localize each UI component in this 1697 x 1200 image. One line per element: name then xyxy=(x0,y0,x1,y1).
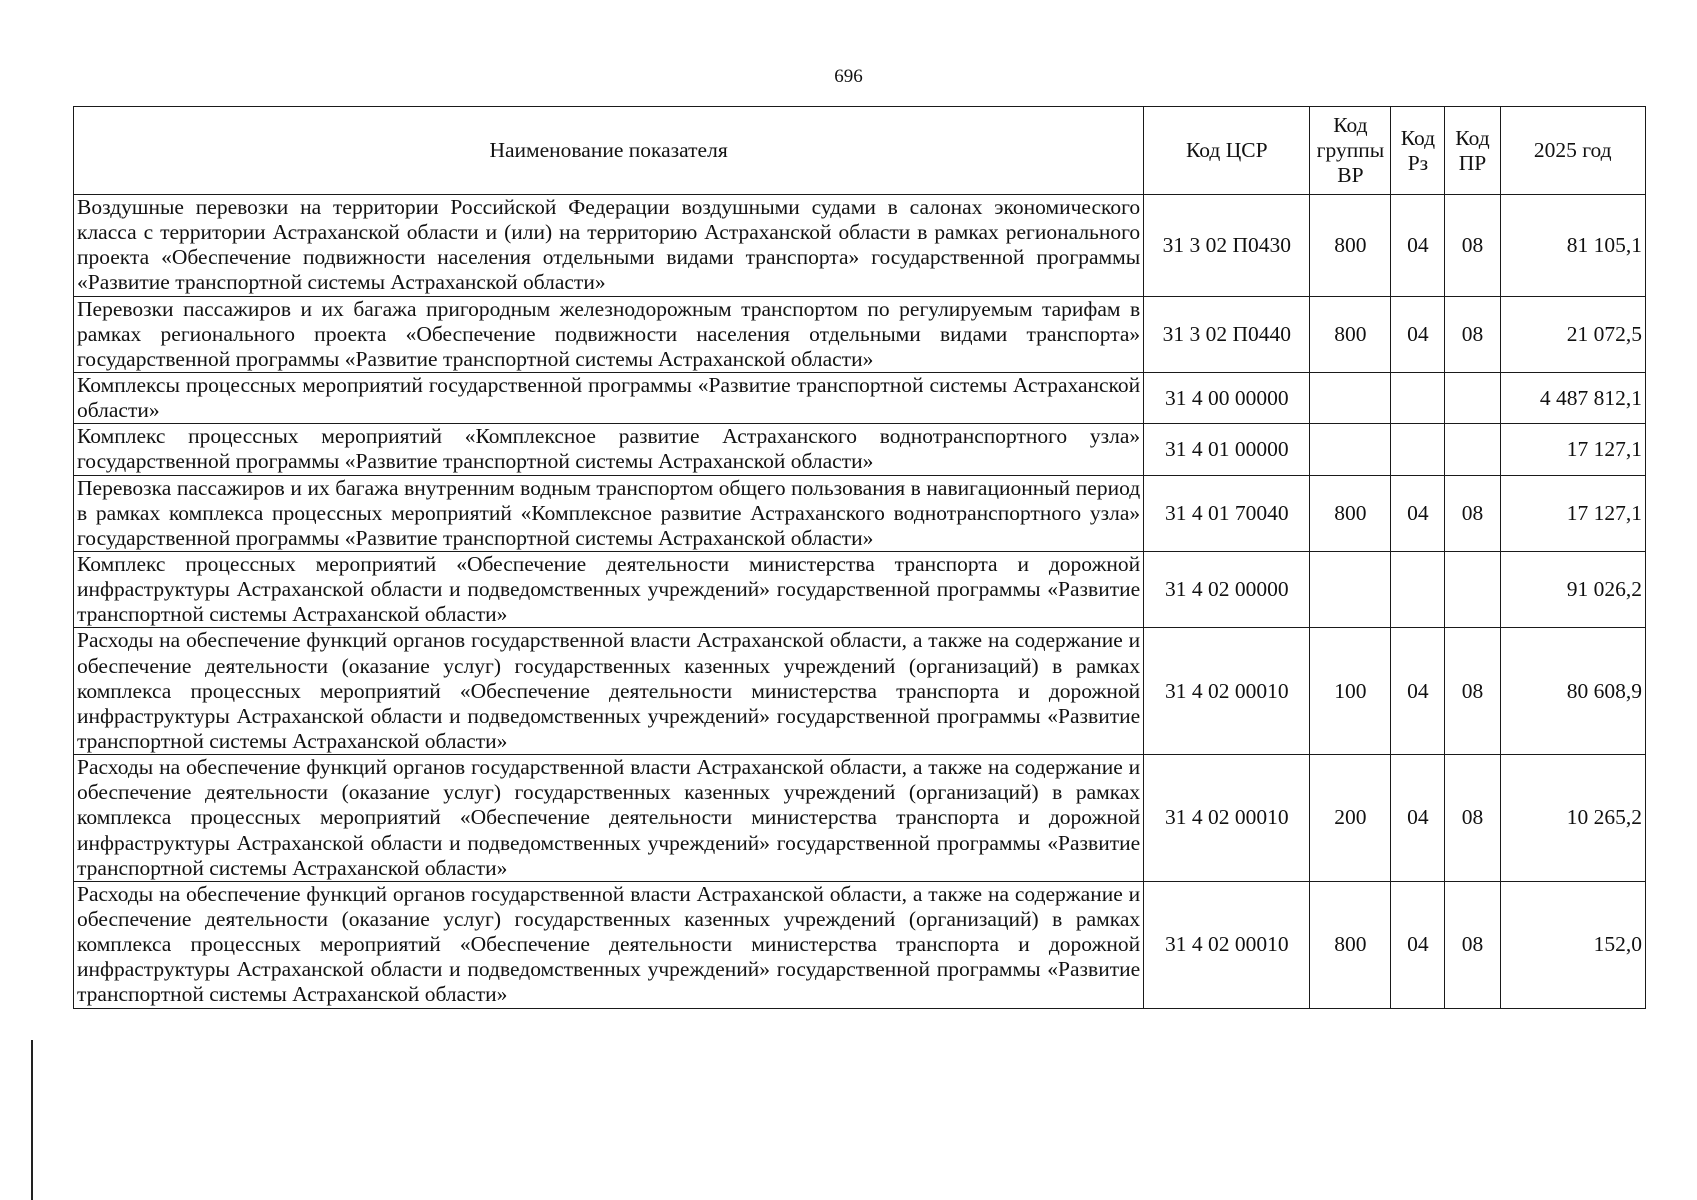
row-name: Перевозка пассажиров и их багажа внутренним водным транспортом общего пользования в навигационный период в рамках комплекса процессных мероприятий «Комплексное развитие Астраханского воднотранспортного узла» государственной программы «Развитие транспортной системы Астраханской области» xyxy=(74,475,1144,551)
row-vr: 100 xyxy=(1310,628,1391,755)
row-rz xyxy=(1391,424,1445,475)
row-rz xyxy=(1391,372,1445,423)
row-name: Перевозки пассажиров и их багажа пригородным железнодорожным транспортом по регулируемым тарифам в рамках регионального проекта «Обеспечение подвижности населения отдельными видами транспорта» государственной программы «Развитие транспортной системы Астраханской области» xyxy=(74,296,1144,372)
row-csr: 31 4 02 00010 xyxy=(1144,881,1310,1008)
row-rz xyxy=(1391,551,1445,627)
row-amount: 152,0 xyxy=(1500,881,1646,1008)
header-name: Наименование показателя xyxy=(74,107,1144,195)
row-rz: 04 xyxy=(1391,475,1445,551)
table-row xyxy=(74,628,1646,755)
row-vr: 800 xyxy=(1310,881,1391,1008)
row-vr xyxy=(1310,372,1391,423)
table-row xyxy=(74,551,1646,627)
row-csr: 31 4 01 70040 xyxy=(1144,475,1310,551)
header-vr: Код группы ВР xyxy=(1310,107,1391,195)
left-margin-rule xyxy=(31,1040,33,1200)
row-name: Расходы на обеспечение функций органов государственной власти Астраханской области, а также на содержание и обеспечение деятельности (оказание услуг) государственных казенных учреждений (организаций) в рамках комплекса процессных мероприятий «Обеспечение деятельности министерства транспорта и дорожной инфраструктуры Астраханской области и подведомственных учреждений» государственной программы «Развитие транспортной системы Астраханской области» xyxy=(74,755,1144,882)
table-row xyxy=(74,881,1646,1008)
row-csr: 31 4 02 00010 xyxy=(1144,628,1310,755)
row-vr: 800 xyxy=(1310,296,1391,372)
table-row xyxy=(74,755,1646,882)
row-pr xyxy=(1445,424,1500,475)
row-csr: 31 3 02 П0440 xyxy=(1144,296,1310,372)
table-row xyxy=(74,195,1646,297)
row-name: Комплексы процессных мероприятий государственной программы «Развитие транспортной системы Астраханской области» xyxy=(74,372,1144,423)
header-csr: Код ЦСР xyxy=(1144,107,1310,195)
row-name: Расходы на обеспечение функций органов государственной власти Астраханской области, а также на содержание и обеспечение деятельности (оказание услуг) государственных казенных учреждений (организаций) в рамках комплекса процессных мероприятий «Обеспечение деятельности министерства транспорта и дорожной инфраструктуры Астраханской области и подведомственных учреждений» государственной программы «Развитие транспортной системы Астраханской области» xyxy=(74,881,1144,1008)
header-year: 2025 год xyxy=(1500,107,1646,195)
row-pr: 08 xyxy=(1445,881,1500,1008)
row-amount: 17 127,1 xyxy=(1500,475,1646,551)
table-row xyxy=(74,475,1646,551)
row-csr: 31 4 02 00010 xyxy=(1144,755,1310,882)
row-csr: 31 4 02 00000 xyxy=(1144,551,1310,627)
row-name: Комплекс процессных мероприятий «Комплексное развитие Астраханского воднотранспортного узла» государственной программы «Развитие транспортной системы Астраханской области» xyxy=(74,424,1144,475)
row-name: Комплекс процессных мероприятий «Обеспечение деятельности министерства транспорта и дорожной инфраструктуры Астраханской области и подведомственных учреждений» государственной программы «Развитие транспортной системы Астраханской области» xyxy=(74,551,1144,627)
row-pr: 08 xyxy=(1445,195,1500,297)
row-amount: 21 072,5 xyxy=(1500,296,1646,372)
row-vr: 800 xyxy=(1310,475,1391,551)
row-amount: 81 105,1 xyxy=(1500,195,1646,297)
row-csr: 31 4 01 00000 xyxy=(1144,424,1310,475)
row-csr: 31 3 02 П0430 xyxy=(1144,195,1310,297)
row-amount: 10 265,2 xyxy=(1500,755,1646,882)
row-name: Воздушные перевозки на территории Российской Федерации воздушными судами в салонах экономического класса с территории Астраханской области и (или) на территорию Астраханской области в рамках регионального проекта «Обеспечение подвижности населения отдельными видами транспорта» государственной программы «Развитие транспортной системы Астраханской области» xyxy=(74,195,1144,297)
row-vr: 800 xyxy=(1310,195,1391,297)
row-amount: 80 608,9 xyxy=(1500,628,1646,755)
row-rz: 04 xyxy=(1391,881,1445,1008)
row-pr xyxy=(1445,551,1500,627)
row-rz: 04 xyxy=(1391,296,1445,372)
row-rz: 04 xyxy=(1391,755,1445,882)
row-pr: 08 xyxy=(1445,628,1500,755)
row-vr xyxy=(1310,551,1391,627)
row-pr: 08 xyxy=(1445,475,1500,551)
table-row xyxy=(74,296,1646,372)
row-vr xyxy=(1310,424,1391,475)
table-header-row xyxy=(74,107,1646,195)
budget-table xyxy=(73,106,1646,1009)
row-csr: 31 4 00 00000 xyxy=(1144,372,1310,423)
row-vr: 200 xyxy=(1310,755,1391,882)
table-row xyxy=(74,372,1646,423)
header-rz: Код Рз xyxy=(1391,107,1445,195)
header-pr: Код ПР xyxy=(1445,107,1500,195)
table-row xyxy=(74,424,1646,475)
row-pr: 08 xyxy=(1445,755,1500,882)
row-amount: 4 487 812,1 xyxy=(1500,372,1646,423)
row-pr: 08 xyxy=(1445,296,1500,372)
row-amount: 17 127,1 xyxy=(1500,424,1646,475)
row-rz: 04 xyxy=(1391,195,1445,297)
row-amount: 91 026,2 xyxy=(1500,551,1646,627)
row-name: Расходы на обеспечение функций органов государственной власти Астраханской области, а также на содержание и обеспечение деятельности (оказание услуг) государственных казенных учреждений (организаций) в рамках комплекса процессных мероприятий «Обеспечение деятельности министерства транспорта и дорожной инфраструктуры Астраханской области и подведомственных учреждений» государственной программы «Развитие транспортной системы Астраханской области» xyxy=(74,628,1144,755)
row-rz: 04 xyxy=(1391,628,1445,755)
page-number: 696 xyxy=(834,66,863,87)
row-pr xyxy=(1445,372,1500,423)
